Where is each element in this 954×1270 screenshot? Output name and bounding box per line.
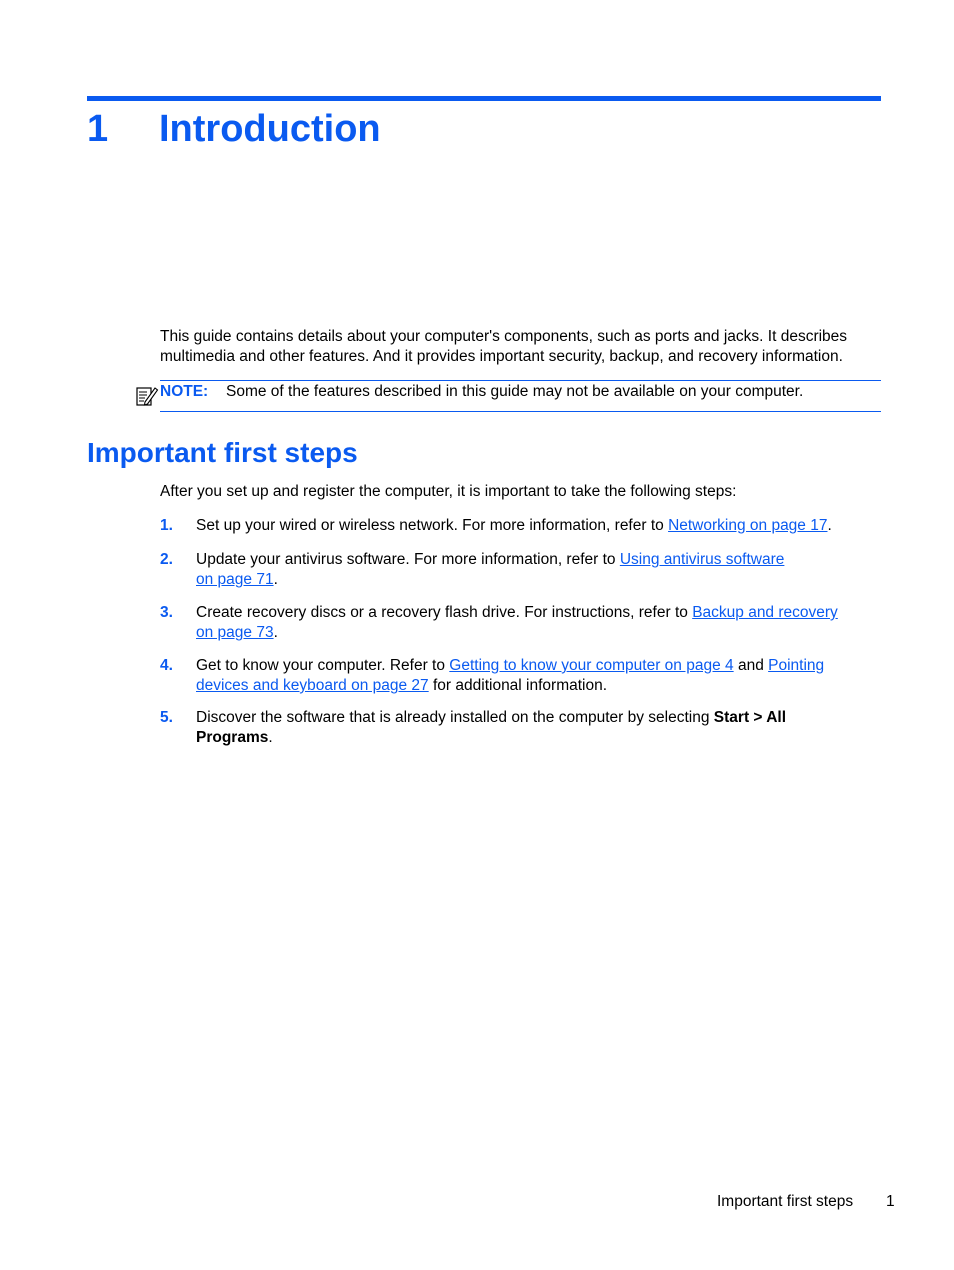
step-text-segment: .	[268, 729, 273, 746]
step-text	[196, 603, 866, 643]
page-number: 1	[886, 1193, 895, 1210]
step-number: 3.	[160, 604, 173, 621]
step-text-segment: for additional information.	[428, 677, 608, 694]
footer-section-title: Important first steps	[717, 1193, 854, 1210]
list-item	[160, 603, 882, 643]
step-text	[196, 656, 866, 696]
step-text-segment: Discover the software that is already installed on the computer by selecting	[196, 709, 714, 726]
list-item	[160, 516, 882, 536]
link-backup-recovery-page[interactable]: on page 73	[196, 624, 274, 641]
list-item	[160, 550, 882, 590]
step-text-segment: and	[733, 657, 769, 674]
step-number: 1.	[160, 517, 173, 534]
link-antivirus-page[interactable]: on page 71	[196, 571, 274, 588]
note-box	[160, 380, 881, 412]
chapter-title: Introduction	[159, 108, 381, 150]
link-getting-to-know[interactable]: Getting to know your computer on page 4	[449, 657, 734, 674]
link-antivirus[interactable]: Using antivirus software	[619, 551, 785, 568]
chapter-rule	[87, 96, 881, 101]
step-number: 4.	[160, 657, 173, 674]
chapter-heading	[87, 106, 381, 152]
list-item	[160, 708, 882, 748]
note-label: NOTE:	[160, 383, 209, 400]
chapter-number: 1	[87, 108, 109, 150]
list-item	[160, 656, 882, 696]
note-text: Some of the features described in this guide may not be available on your computer.	[226, 383, 804, 400]
steps-intro: After you set up and register the computer, it is important to take the following steps:	[160, 483, 737, 500]
menu-path: Start > All	[713, 709, 787, 726]
step-text-segment: Create recovery discs or a recovery flash drive. For instructions, refer to	[196, 604, 693, 621]
step-number: 5.	[160, 709, 173, 726]
menu-path: Programs	[196, 729, 269, 746]
step-text	[196, 516, 866, 536]
link-pointing-devices-page[interactable]: devices and keyboard on page 27	[196, 677, 429, 694]
step-text-segment: Get to know your computer. Refer to	[196, 657, 450, 674]
link-backup-recovery[interactable]: Backup and recovery	[692, 604, 838, 621]
step-text	[196, 550, 866, 590]
note-pencil-icon	[135, 384, 159, 408]
step-text-segment: .	[273, 571, 278, 588]
step-text-segment: .	[273, 624, 278, 641]
section-heading: Important first steps	[87, 437, 358, 468]
step-text-segment: Set up your wired or wireless network. For more information, refer to	[196, 517, 669, 534]
step-text-segment: .	[827, 517, 832, 534]
link-pointing-devices[interactable]: Pointing	[768, 657, 825, 674]
step-text	[196, 708, 866, 748]
link-networking[interactable]: Networking on page 17	[668, 517, 828, 534]
intro-paragraph: This guide contains details about your computer's components, such as ports and jacks. It describes multimedia and other features. And it provides important security, backup, and recovery information.	[160, 328, 848, 365]
step-text-segment: Update your antivirus software. For more information, refer to	[196, 551, 620, 568]
step-number: 2.	[160, 551, 173, 568]
